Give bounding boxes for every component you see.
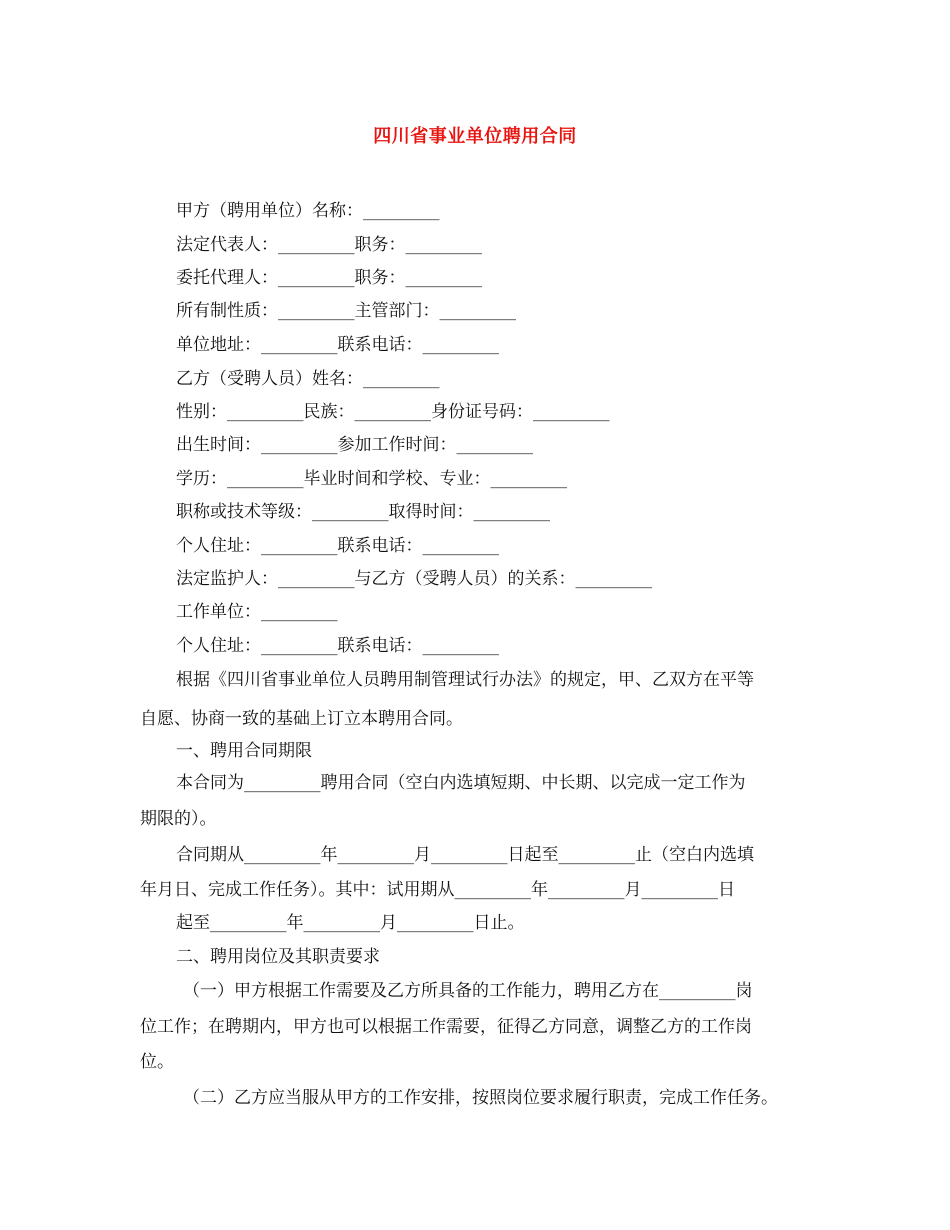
ownership-nature-line: 所有制性质：_________主管部门：_________ (176, 301, 516, 321)
title-grade-line: 职称或技术等级：_________取得时间：_________ (176, 502, 550, 522)
section-1-heading: 一、聘用合同期限 (176, 741, 312, 761)
duty-clause-1-line-1: （一）甲方根据工作需要及乙方所具备的工作能力，聘用乙方在_________岗 (183, 981, 753, 1001)
preamble-line-2: 自愿、协商一致的基础上订立本聘用合同。 (140, 709, 463, 729)
contract-type-line-1: 本合同为_________聘用合同（空白内选填短期、中长期、以完成一定工作为 (176, 773, 746, 793)
gender-ethnicity-id-line: 性别：_________民族：_________身份证号码：_________ (176, 402, 610, 422)
section-2-heading: 二、聘用岗位及其职责要求 (176, 947, 380, 967)
personal-address-line: 个人住址：_________联系电话：_________ (176, 536, 499, 556)
contract-period-line-1: 合同期从_________年_________月_________日起至_________止（空白内选填 (176, 845, 754, 865)
document-title: 四川省事业单位聘用合同 (373, 126, 577, 147)
work-unit-line: 工作单位：_________ (176, 602, 338, 622)
authorized-agent-line: 委托代理人：_________职务：_________ (176, 268, 482, 288)
duty-clause-1-line-3: 位。 (140, 1052, 174, 1072)
legal-guardian-line: 法定监护人：_________与乙方（受聘人员）的关系：_________ (176, 569, 652, 589)
contract-period-line-2: 年月日、完成工作任务）。其中：试用期从_________年_________月_________日 (140, 880, 735, 900)
preamble-line-1: 根据《四川省事业单位人员聘用制管理试行办法》的规定，甲、乙双方在平等 (176, 670, 754, 690)
contract-type-line-2: 期限的）。 (140, 809, 217, 829)
legal-representative-line: 法定代表人：_________职务：_________ (176, 235, 482, 255)
guardian-address-line: 个人住址：_________联系电话：_________ (176, 636, 499, 656)
party-a-name-line: 甲方（聘用单位）名称：_________ (176, 201, 440, 221)
education-line: 学历：_________毕业时间和学校、专业：_________ (176, 469, 567, 489)
duty-clause-2-line-1: （二）乙方应当服从甲方的工作安排，按照岗位要求履行职责，完成工作任务。 (183, 1088, 778, 1108)
party-b-name-line: 乙方（受聘人员）姓名：_________ (176, 369, 440, 389)
duty-clause-1-line-2: 位工作；在聘期内，甲方也可以根据工作需要，征得乙方同意，调整乙方的工作岗 (140, 1017, 752, 1037)
birth-work-time-line: 出生时间：_________参加工作时间：_________ (176, 435, 533, 455)
contract-period-line-3: 起至_________年_________月_________日止。 (176, 913, 525, 933)
unit-address-line: 单位地址：_________联系电话：_________ (176, 335, 499, 355)
